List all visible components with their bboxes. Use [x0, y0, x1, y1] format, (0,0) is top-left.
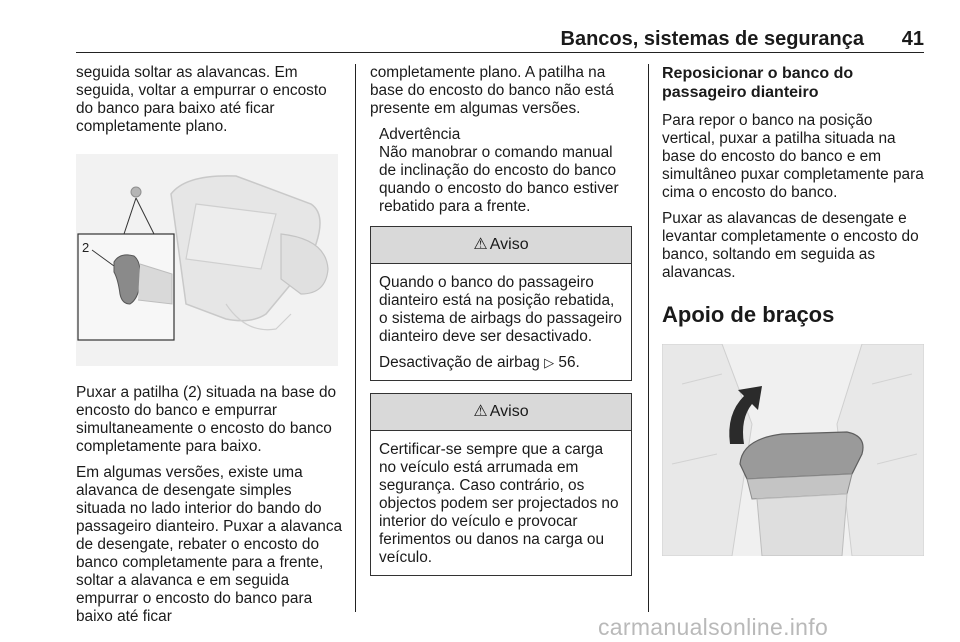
warning-box-body — [371, 264, 631, 380]
paragraph: Certificar-se sempre que a carga no veículo está arrumada em segurança. Caso contrário, os objectos podem ser projectados no interior do veículo e provocar ferimentos ou danos na carga ou veículo. — [379, 441, 619, 566]
chapter-heading: Apoio de braços — [662, 302, 835, 327]
paragraph: seguida soltar as alavancas. Em seguida, voltar a empurrar o encosto do banco para baixo até ficar completamente plano. — [76, 64, 327, 135]
warning-box — [370, 393, 632, 576]
paragraph: Puxar as alavancas de desengate e levantar completamente o encosto do banco, soltando em seguida as alavancas. — [662, 210, 919, 281]
header-rule — [76, 52, 924, 53]
column-3 — [662, 64, 926, 556]
warning-box-body — [371, 431, 631, 575]
page-header — [76, 28, 924, 50]
page-title: Bancos, sistemas de segurança — [560, 28, 864, 50]
cross-reference — [379, 354, 623, 372]
watermark: carmanualsonline.info — [598, 614, 829, 640]
reference-text: Desactivação de airbag — [379, 354, 540, 371]
column-1 — [76, 64, 344, 634]
svg-text:2: 2 — [82, 240, 90, 255]
advertencia-title: Advertência — [379, 126, 461, 143]
warning-box-header — [371, 394, 631, 431]
seat-lever-drawing — [76, 154, 338, 366]
armrest-drawing — [662, 344, 924, 556]
armrest-illustration — [662, 344, 924, 556]
warning-triangle-icon: ⚠ — [473, 236, 488, 253]
warning-box — [370, 226, 632, 381]
warning-triangle-icon: ⚠ — [473, 403, 488, 420]
advertencia-body: Não manobrar o comando manual de inclinação do encosto do banco quando o encosto do banco estiver rebatido para a frente. — [379, 144, 619, 215]
advertencia-block — [370, 126, 632, 216]
section-heading: Reposicionar o banco do passageiro dianteiro — [662, 65, 854, 101]
paragraph: Quando o banco do passageiro dianteiro está na posição rebatida, o sistema de airbags do passageiro dianteiro deve ser desactivado. — [379, 274, 622, 345]
warning-box-title: Aviso — [489, 236, 529, 253]
column-2 — [370, 64, 632, 576]
column-divider — [355, 64, 356, 612]
reference-page: 56. — [558, 354, 580, 371]
paragraph: Puxar a patilha (2) situada na base do encosto do banco e empurrar simultaneamente o encosto do banco completamente para baixo. — [76, 384, 337, 455]
column-divider — [648, 64, 649, 612]
warning-box-title: Aviso — [489, 403, 529, 420]
page-number: 41 — [901, 28, 924, 50]
warning-box-header — [371, 227, 631, 264]
page-reference-icon: ▷ — [544, 355, 555, 370]
paragraph: completamente plano. A patilha na base do encosto do banco não está presente em algumas versões. — [370, 64, 614, 117]
paragraph: Em algumas versões, existe uma alavanca de desengate simples situada no lado interior do bando do passageiro dianteiro. Puxar a alavanca de desengate, rebater o encosto do banco completamente para a frente, soltar a alavanca e em seguida empurrar o encosto do banco para baixo até ficar — [76, 464, 343, 625]
seat-lever-illustration — [76, 154, 338, 366]
paragraph: Para repor o banco na posição vertical, puxar a patilha situada na base do encosto do banco e em simultâneo puxar completamente para cima o encosto do banco. — [662, 112, 924, 201]
